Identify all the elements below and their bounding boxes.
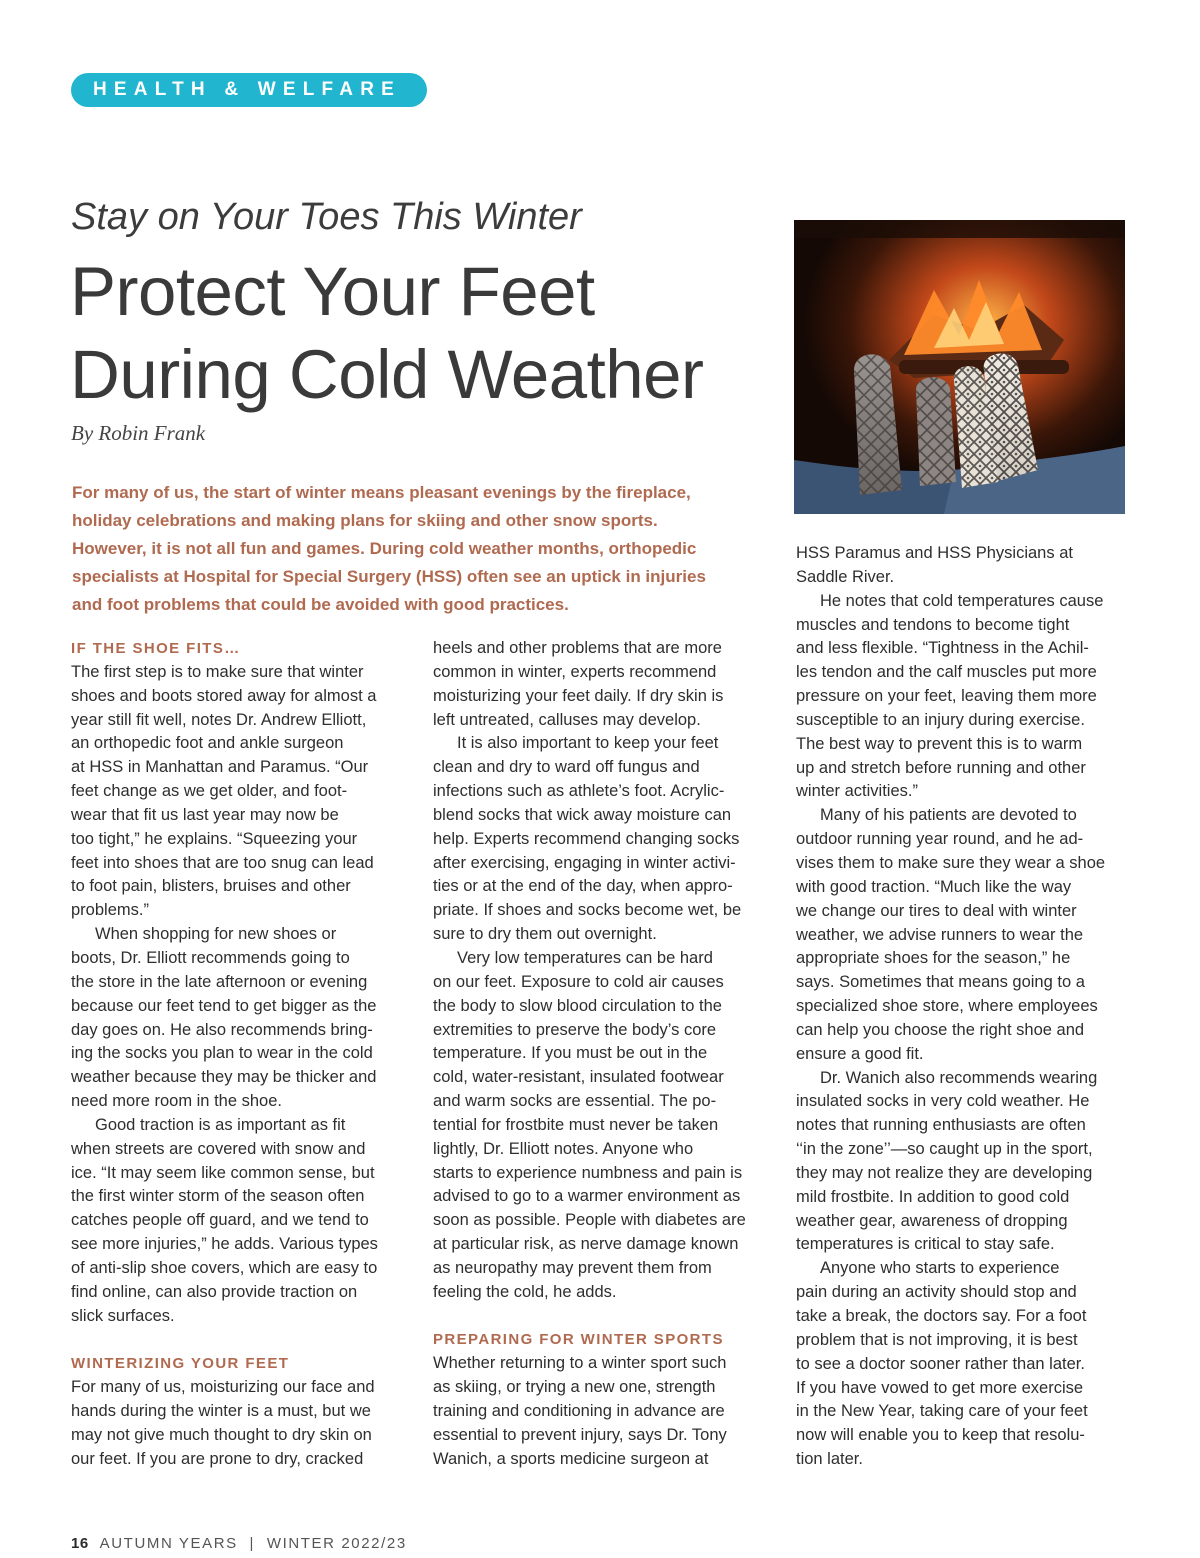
headline-line: During Cold Weather	[70, 336, 704, 413]
body-line: weather, we advise runners to wear the	[796, 925, 1084, 944]
body-line: insulated socks in very cold weather. He	[796, 1092, 1090, 1111]
body-line: an orthopedic foot and ankle surgeon	[71, 734, 344, 753]
body-line: pressure on your feet, leaving them more	[796, 687, 1097, 706]
body-line: they may not realize they are developing	[796, 1163, 1093, 1182]
section-label-pill	[71, 73, 427, 107]
body-line: find online, can also provide traction on	[71, 1282, 358, 1301]
body-line: common in winter, experts recommend	[433, 662, 717, 681]
dek-line: and foot problems that could be avoided with good practices.	[72, 595, 569, 614]
body-line: les tendon and the calf muscles put more	[796, 663, 1097, 682]
body-line: Whether returning to a winter sport such	[433, 1354, 727, 1373]
body-line: Wanich, a sports medicine surgeon at	[433, 1449, 709, 1468]
body-line: catches people off guard, and we tend to	[71, 1211, 369, 1230]
body-line: of anti-slip shoe covers, which are easy to	[71, 1258, 378, 1277]
body-line: we change our tires to deal with winter	[796, 901, 1077, 920]
body-line: training and conditioning in advance are	[433, 1402, 725, 1420]
body-line: says. Sometimes that means going to a	[796, 973, 1085, 992]
footer-separator: |	[249, 1535, 256, 1552]
body-line: and less flexible. “Tightness in the Achil-	[796, 639, 1089, 658]
body-line: boots, Dr. Elliott recommends going to	[71, 948, 350, 967]
body-line: ties or at the end of the day, when appro-	[433, 877, 733, 896]
body-line: to see a doctor sooner rather than later.	[796, 1354, 1085, 1373]
body-line: mild frostbite. In addition to good cold	[796, 1187, 1070, 1206]
body-line: essential to prevent injury, says Dr. Tony	[433, 1425, 727, 1444]
body-line: because our feet tend to get bigger as the	[71, 996, 377, 1015]
body-column-2	[433, 637, 768, 1472]
body-line: the store in the late afternoon or evening	[71, 972, 368, 991]
dek-line: specialists at Hospital for Special Surgery (HSS) often see an uptick in injuries	[72, 567, 706, 586]
body-line: on our feet. Exposure to cold air causes	[433, 972, 724, 991]
body-line: after exercising, engaging in winter activi-	[433, 853, 736, 872]
issue-label: WINTER 2022/23	[266, 1535, 407, 1552]
body-line: may not give much thought to dry skin on	[71, 1425, 372, 1444]
body-line: cold, water-resistant, insulated footwear	[433, 1068, 724, 1087]
body-line: The best way to prevent this is to warm	[796, 734, 1083, 753]
body-line: vises them to make sure they wear a shoe	[796, 853, 1106, 872]
body-line: problem that is not improving, it is best	[796, 1330, 1078, 1349]
body-line: can help you choose the right shoe and	[796, 1020, 1085, 1039]
body-line: left untreated, calluses may develop.	[433, 710, 701, 729]
paragraph-first-line: Very low temperatures can be hard	[457, 948, 713, 967]
body-line: and warm socks are essential. The po-	[433, 1092, 717, 1111]
body-line: muscles and tendons to become tight	[796, 615, 1070, 634]
section-label: HEALTH & WELFARE	[93, 79, 402, 100]
body-line: feet into shoes that are too snug can lead	[71, 853, 374, 872]
body-line: clean and dry to ward off fungus and	[433, 758, 700, 777]
body-line: pain during an activity should stop and	[796, 1283, 1077, 1302]
body-line: appropriate shoes for the season,” he	[796, 949, 1071, 968]
body-line: too tight,” he explains. “Squeezing your	[71, 829, 358, 848]
paragraph-first-line: When shopping for new shoes or	[95, 925, 337, 944]
body-line: hands during the winter is a must, but we	[71, 1402, 371, 1420]
paragraph-gap	[71, 1328, 406, 1352]
body-line: the body to slow blood circulation to the	[433, 996, 722, 1015]
body-line: feeling the cold, he adds.	[433, 1282, 617, 1301]
section-subhead: IF THE SHOE FITS…	[71, 640, 241, 657]
body-line: when streets are covered with snow and	[71, 1139, 366, 1158]
body-line: slick surfaces.	[71, 1306, 175, 1325]
body-line: weather because they may be thicker and	[71, 1068, 377, 1087]
body-line: tential for frostbite must never be taken	[433, 1115, 719, 1134]
body-line: notes that running enthusiasts are often	[796, 1116, 1086, 1135]
body-line: advised to go to a warmer environment as	[433, 1187, 741, 1206]
body-line: tion later.	[796, 1450, 863, 1469]
body-line: specialized shoe store, where employees	[796, 997, 1098, 1016]
body-line: winter activities.”	[796, 782, 918, 801]
body-line: temperatures is critical to stay safe.	[796, 1235, 1055, 1254]
body-line: Saddle River.	[796, 567, 895, 586]
body-line: wear that fit us last year may now be	[71, 805, 339, 824]
body-line: ensure a good fit.	[796, 1044, 924, 1063]
section-subhead: WINTERIZING YOUR FEET	[71, 1355, 290, 1373]
paragraph-first-line: Anyone who starts to experience	[820, 1259, 1060, 1278]
page-footer	[71, 1535, 407, 1552]
body-line: shoes and boots stored away for almost a	[71, 686, 377, 705]
body-line: heels and other problems that are more	[433, 639, 722, 657]
body-line: blend socks that wick away moisture can	[433, 805, 732, 824]
body-line: in the New Year, taking care of your feet	[796, 1402, 1088, 1421]
body-column-1	[71, 637, 406, 1472]
paragraph-first-line: He notes that cold temperatures cause	[820, 591, 1104, 610]
body-line: lightly, Dr. Elliott notes. Anyone who	[433, 1139, 694, 1158]
body-line: see more injuries,” he adds. Various types	[71, 1235, 378, 1254]
body-line: problems.”	[71, 901, 149, 920]
body-line: with good traction. “Much like the way	[796, 877, 1072, 896]
publication-name: AUTUMN YEARS	[99, 1535, 238, 1552]
paragraph-first-line: Good traction is as important as fit	[95, 1115, 346, 1134]
body-line: outdoor running year round, and he ad-	[796, 830, 1084, 849]
body-line: ice. “It may seem like common sense, but	[71, 1163, 375, 1182]
body-line: If you have vowed to get more exercise	[796, 1378, 1084, 1397]
body-line: year still fit well, notes Dr. Andrew Elliott,	[71, 710, 367, 729]
body-line: weather gear, awareness of dropping	[796, 1211, 1068, 1230]
body-line: For many of us, moisturizing our face and	[71, 1378, 375, 1397]
body-line: moisturizing your feet daily. If dry skin is	[433, 686, 724, 705]
body-line: ing the socks you plan to wear in the cold	[71, 1044, 373, 1063]
paragraph-gap	[433, 1305, 768, 1329]
body-line: now will enable you to keep that resolu-	[796, 1426, 1085, 1445]
article-headline	[70, 250, 704, 416]
article-dek	[72, 479, 772, 619]
body-line: ‘‘in the zone’’—so caught up in the sport,	[796, 1140, 1093, 1159]
article-kicker: Stay on Your Toes This Winter	[71, 196, 582, 238]
headline-line: Protect Your Feet	[70, 253, 595, 330]
body-line: take a break, the doctors say. For a foot	[796, 1307, 1087, 1325]
body-line: at particular risk, as nerve damage known	[433, 1235, 739, 1254]
body-line: help. Experts recommend changing socks	[433, 829, 740, 848]
paragraph-first-line: Dr. Wanich also recommends wearing	[820, 1068, 1098, 1087]
paragraph-first-line: Many of his patients are devoted to	[820, 806, 1077, 825]
page-number: 16	[71, 1535, 89, 1552]
body-line: The first step is to make sure that winter	[71, 662, 364, 681]
body-line: as neuropathy may prevent them from	[433, 1258, 712, 1277]
body-line: susceptible to an injury during exercise.	[796, 710, 1085, 729]
byline: By Robin Frank	[71, 421, 206, 445]
body-line: at HSS in Manhattan and Paramus. “Our	[71, 758, 369, 777]
dek-line: For many of us, the start of winter means pleasant evenings by the fireplace,	[72, 483, 691, 502]
body-line: the first winter storm of the season often	[71, 1187, 365, 1206]
body-line: our feet. If you are prone to dry, cracked	[71, 1449, 364, 1468]
body-line: soon as possible. People with diabetes are	[433, 1211, 746, 1230]
body-line: priate. If shoes and socks become wet, be	[433, 901, 742, 920]
dek-line: However, it is not all fun and games. During cold weather months, orthopedic	[72, 539, 697, 558]
section-subhead: PREPARING FOR WINTER SPORTS	[433, 1331, 724, 1349]
body-column-3	[796, 542, 1131, 1472]
body-line: extremities to preserve the body’s core	[433, 1020, 717, 1039]
body-line: starts to experience numbness and pain is	[433, 1163, 743, 1182]
body-line: HSS Paramus and HSS Physicians at	[796, 544, 1073, 562]
body-line: day goes on. He also recommends bring-	[71, 1020, 373, 1039]
article-photo	[794, 220, 1125, 514]
dek-line: holiday celebrations and making plans for skiing and other snow sports.	[72, 511, 658, 530]
body-line: need more room in the shoe.	[71, 1092, 282, 1111]
body-line: up and stretch before running and other	[796, 758, 1086, 777]
body-line: sure to dry them out overnight.	[433, 925, 657, 944]
paragraph-first-line: It is also important to keep your feet	[457, 734, 719, 753]
body-line: to foot pain, blisters, bruises and other	[71, 877, 351, 896]
body-line: temperature. If you must be out in the	[433, 1044, 708, 1063]
body-line: as skiing, or trying a new one, strength	[433, 1378, 716, 1397]
body-line: infections such as athlete’s foot. Acrylic-	[433, 782, 725, 801]
body-line: feet change as we get older, and foot-	[71, 782, 348, 801]
fireplace-feet-illustration	[794, 220, 1125, 514]
